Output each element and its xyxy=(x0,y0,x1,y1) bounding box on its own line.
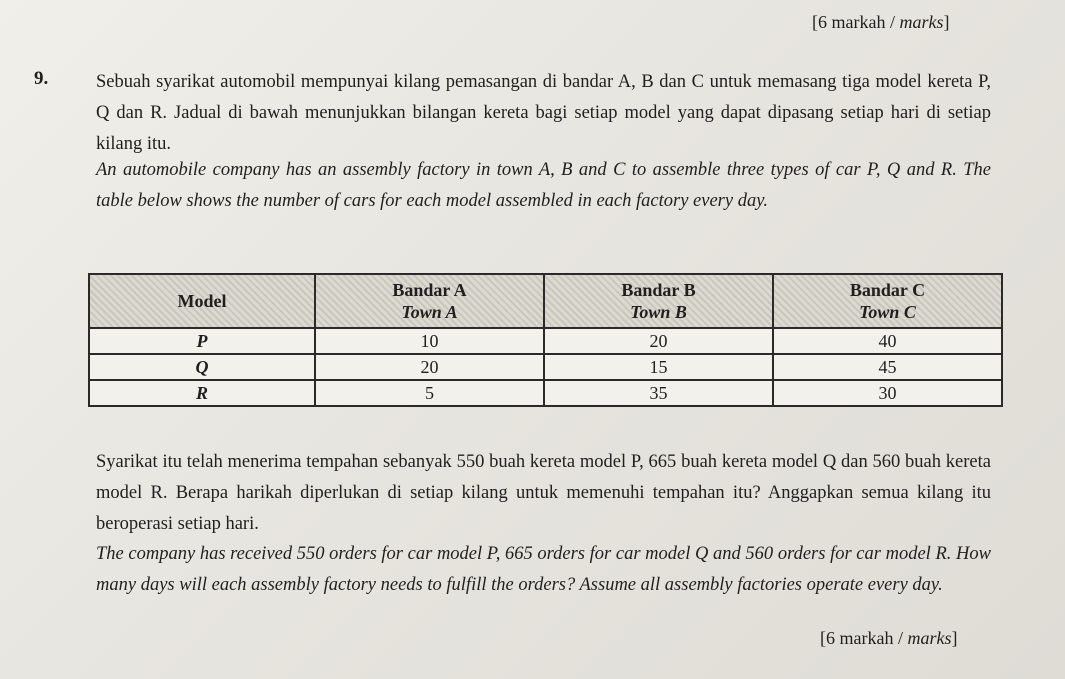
header-town-c-en: Town C xyxy=(859,302,916,322)
value-cell: 35 xyxy=(544,380,773,406)
header-town-a-ms: Bandar A xyxy=(392,280,467,300)
question-text-english: An automobile company has an assembly factory in town A, B and C to assemble three types of car P, Q and R. The table below shows the number of cars for each model assembled in each factory every day. xyxy=(96,160,991,211)
marks-bracket: ] xyxy=(951,628,958,648)
marks-text-en: marks xyxy=(899,12,944,32)
header-town-c-ms: Bandar C xyxy=(849,280,926,300)
model-cell: R xyxy=(89,380,315,406)
header-town-b-en: Town B xyxy=(630,302,687,322)
marks-label-bottom xyxy=(820,628,957,649)
marks-bracket: ] xyxy=(943,12,950,32)
marks-text-en: marks xyxy=(907,628,952,648)
question-part2-english: The company has received 550 orders for car model P, 665 orders for car model Q and 560 orders for car model R. How many days will each assembly factory needs to fulfill the orders? Assume all assembly factories operate every day. xyxy=(96,544,991,595)
question-text-malay: Sebuah syarikat automobil mempunyai kilang pemasangan di bandar A, B dan C untuk memasang tiga model kereta P, Q dan R. Jadual di bawah menunjukkan bilangan kereta bagi setiap model yang dapat dipasang setiap hari di setiap kilang itu. xyxy=(96,72,991,154)
model-cell: P xyxy=(89,328,315,354)
table-row xyxy=(89,354,1002,380)
header-town-c xyxy=(773,274,1002,328)
value-cell: 20 xyxy=(544,328,773,354)
header-town-b xyxy=(544,274,773,328)
header-model: Model xyxy=(89,274,315,328)
header-town-a-en: Town A xyxy=(401,302,458,322)
table-row xyxy=(89,328,1002,354)
value-cell: 15 xyxy=(544,354,773,380)
value-cell: 20 xyxy=(315,354,544,380)
header-town-a xyxy=(315,274,544,328)
header-town-b-ms: Bandar B xyxy=(621,280,696,300)
value-cell: 5 xyxy=(315,380,544,406)
assembly-table xyxy=(88,273,1003,407)
question-part2-malay: Syarikat itu telah menerima tempahan sebanyak 550 buah kereta model P, 665 buah kereta model Q dan 560 buah kereta model R. Berapa harikah diperlukan di setiap kilang untuk memenuhi tempahan itu? Anggapkan semua kilang itu beroperasi setiap hari. xyxy=(96,452,991,534)
model-cell: Q xyxy=(89,354,315,380)
marks-text-ms: [6 markah / xyxy=(812,12,900,32)
value-cell: 10 xyxy=(315,328,544,354)
value-cell: 40 xyxy=(773,328,1002,354)
table-row xyxy=(89,380,1002,406)
marks-text-ms: [6 markah / xyxy=(820,628,908,648)
marks-label-top xyxy=(812,12,949,33)
value-cell: 30 xyxy=(773,380,1002,406)
table-header-row xyxy=(89,274,1002,328)
question-number: 9. xyxy=(34,68,49,89)
value-cell: 45 xyxy=(773,354,1002,380)
